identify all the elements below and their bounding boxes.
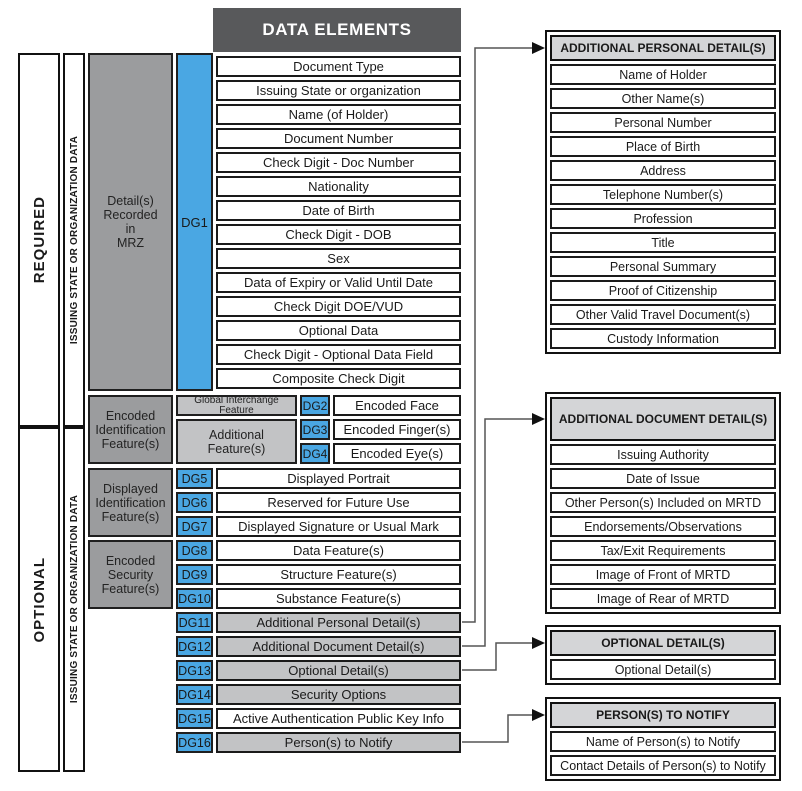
data-element-row: Optional Data bbox=[216, 320, 461, 341]
table-header: OPTIONAL DETAIL(S) bbox=[550, 630, 776, 656]
dg15-badge: DG15 bbox=[176, 708, 213, 729]
optional-section bbox=[18, 427, 60, 772]
issuing-data-label-top: ISSUING STATE OR ORGANIZATION DATA bbox=[68, 135, 80, 345]
subcategory-additional-feature: Additional Feature(s) bbox=[176, 419, 297, 464]
data-element-row: Reserved for Future Use bbox=[216, 492, 461, 513]
table-row: Issuing Authority bbox=[550, 444, 776, 465]
dg11-badge: DG11 bbox=[176, 612, 213, 633]
dg13-badge: DG13 bbox=[176, 660, 213, 681]
dg11-dg16-rows bbox=[216, 612, 461, 753]
dg9-badge: DG9 bbox=[176, 564, 213, 585]
table-row: Image of Front of MRTD bbox=[550, 564, 776, 585]
data-element-row: Composite Check Digit bbox=[216, 368, 461, 389]
dg4-badge: DG4 bbox=[300, 443, 330, 464]
category-displayed-identification: Displayed Identification Feature(s) bbox=[88, 468, 173, 537]
data-element-row: Additional Personal Detail(s) bbox=[216, 612, 461, 633]
data-element-row: Optional Detail(s) bbox=[216, 660, 461, 681]
data-element-row: Data of Expiry or Valid Until Date bbox=[216, 272, 461, 293]
biometric-dg-badges bbox=[300, 395, 330, 464]
table-row: Other Valid Travel Document(s) bbox=[550, 304, 776, 325]
arrowhead-icon bbox=[532, 42, 545, 54]
dg16-badge: DG16 bbox=[176, 732, 213, 753]
connector-dg13-to-optional bbox=[462, 643, 533, 670]
table-row: Endorsements/Observations bbox=[550, 516, 776, 537]
arrowhead-icon bbox=[532, 413, 545, 425]
table-row: Title bbox=[550, 232, 776, 253]
subcategory-global-interchange: Global Interchange Feature bbox=[176, 395, 297, 416]
table-row: Name of Person(s) to Notify bbox=[550, 731, 776, 752]
data-element-row: Security Options bbox=[216, 684, 461, 705]
dg12-badge: DG12 bbox=[176, 636, 213, 657]
table-row: Other Name(s) bbox=[550, 88, 776, 109]
table-row: Custody Information bbox=[550, 328, 776, 349]
table-row: Tax/Exit Requirements bbox=[550, 540, 776, 561]
category-mrz-details: Detail(s) Recorded in MRZ bbox=[88, 53, 173, 391]
data-element-row: Additional Document Detail(s) bbox=[216, 636, 461, 657]
dg3-badge: DG3 bbox=[300, 419, 330, 440]
dg14-badge: DG14 bbox=[176, 684, 213, 705]
data-element-row: Structure Feature(s) bbox=[216, 564, 461, 585]
data-element-row: Sex bbox=[216, 248, 461, 269]
additional-personal-details-table bbox=[545, 30, 781, 354]
dg2-badge: DG2 bbox=[300, 395, 330, 416]
connector-dg11-to-personal bbox=[462, 48, 533, 622]
data-element-row: Displayed Signature or Usual Mark bbox=[216, 516, 461, 537]
data-element-row: Substance Feature(s) bbox=[216, 588, 461, 609]
table-row: Name of Holder bbox=[550, 64, 776, 85]
category-encoded-identification: Encoded Identification Feature(s) bbox=[88, 395, 173, 464]
optional-details-table bbox=[545, 625, 781, 685]
optional-label: OPTIONAL bbox=[30, 556, 48, 643]
persons-to-notify-table bbox=[545, 697, 781, 781]
dg11-dg16-badges bbox=[176, 612, 213, 753]
data-elements-header: DATA ELEMENTS bbox=[213, 8, 461, 52]
additional-document-details-table bbox=[545, 392, 781, 614]
table-row: Date of Issue bbox=[550, 468, 776, 489]
required-label: REQUIRED bbox=[30, 196, 48, 284]
dg7-badge: DG7 bbox=[176, 516, 213, 537]
data-element-row: Name (of Holder) bbox=[216, 104, 461, 125]
table-header: ADDITIONAL DOCUMENT DETAIL(S) bbox=[550, 397, 776, 441]
dg5-badge: DG5 bbox=[176, 468, 213, 489]
data-element-row: Person(s) to Notify bbox=[216, 732, 461, 753]
dg8-badge: DG8 bbox=[176, 540, 213, 561]
required-section bbox=[18, 53, 60, 427]
dg5-dg10-badges bbox=[176, 468, 213, 609]
data-element-row: Active Authentication Public Key Info bbox=[216, 708, 461, 729]
table-row: Personal Summary bbox=[550, 256, 776, 277]
table-row: Profession bbox=[550, 208, 776, 229]
data-element-row: Data Feature(s) bbox=[216, 540, 461, 561]
arrowhead-icon bbox=[532, 709, 545, 721]
biometric-rows bbox=[333, 395, 461, 464]
dg1-rows bbox=[216, 56, 461, 389]
table-row: Optional Detail(s) bbox=[550, 659, 776, 680]
data-element-row: Check Digit DOE/VUD bbox=[216, 296, 461, 317]
table-row: Personal Number bbox=[550, 112, 776, 133]
data-element-row: Encoded Finger(s) bbox=[333, 419, 461, 440]
data-element-row: Encoded Eye(s) bbox=[333, 443, 461, 464]
data-element-row: Issuing State or organization bbox=[216, 80, 461, 101]
data-element-row: Document Number bbox=[216, 128, 461, 149]
issuing-data-section-top bbox=[63, 53, 85, 427]
connector-dg12-to-document bbox=[462, 419, 533, 646]
data-element-row: Date of Birth bbox=[216, 200, 461, 221]
issuing-data-section-bottom bbox=[63, 427, 85, 772]
table-row: Contact Details of Person(s) to Notify bbox=[550, 755, 776, 776]
dg6-badge: DG6 bbox=[176, 492, 213, 513]
data-element-row: Encoded Face bbox=[333, 395, 461, 416]
table-row: Place of Birth bbox=[550, 136, 776, 157]
data-element-row: Check Digit - Doc Number bbox=[216, 152, 461, 173]
dg10-badge: DG10 bbox=[176, 588, 213, 609]
arrowhead-icon bbox=[532, 637, 545, 649]
table-row: Image of Rear of MRTD bbox=[550, 588, 776, 609]
category-encoded-security: Encoded Security Feature(s) bbox=[88, 540, 173, 609]
data-element-row: Check Digit - DOB bbox=[216, 224, 461, 245]
table-row: Proof of Citizenship bbox=[550, 280, 776, 301]
dg5-dg10-rows bbox=[216, 468, 461, 609]
table-header: ADDITIONAL PERSONAL DETAIL(S) bbox=[550, 35, 776, 61]
dg1-badge: DG1 bbox=[176, 53, 213, 391]
table-header: PERSON(S) TO NOTIFY bbox=[550, 702, 776, 728]
data-element-row: Check Digit - Optional Data Field bbox=[216, 344, 461, 365]
data-element-row: Document Type bbox=[216, 56, 461, 77]
data-element-row: Displayed Portrait bbox=[216, 468, 461, 489]
table-row: Other Person(s) Included on MRTD bbox=[550, 492, 776, 513]
table-row: Address bbox=[550, 160, 776, 181]
table-row: Telephone Number(s) bbox=[550, 184, 776, 205]
issuing-data-label-bottom: ISSUING STATE OR ORGANIZATION DATA bbox=[68, 495, 80, 704]
connector-dg16-to-notify bbox=[462, 715, 533, 742]
data-element-row: Nationality bbox=[216, 176, 461, 197]
